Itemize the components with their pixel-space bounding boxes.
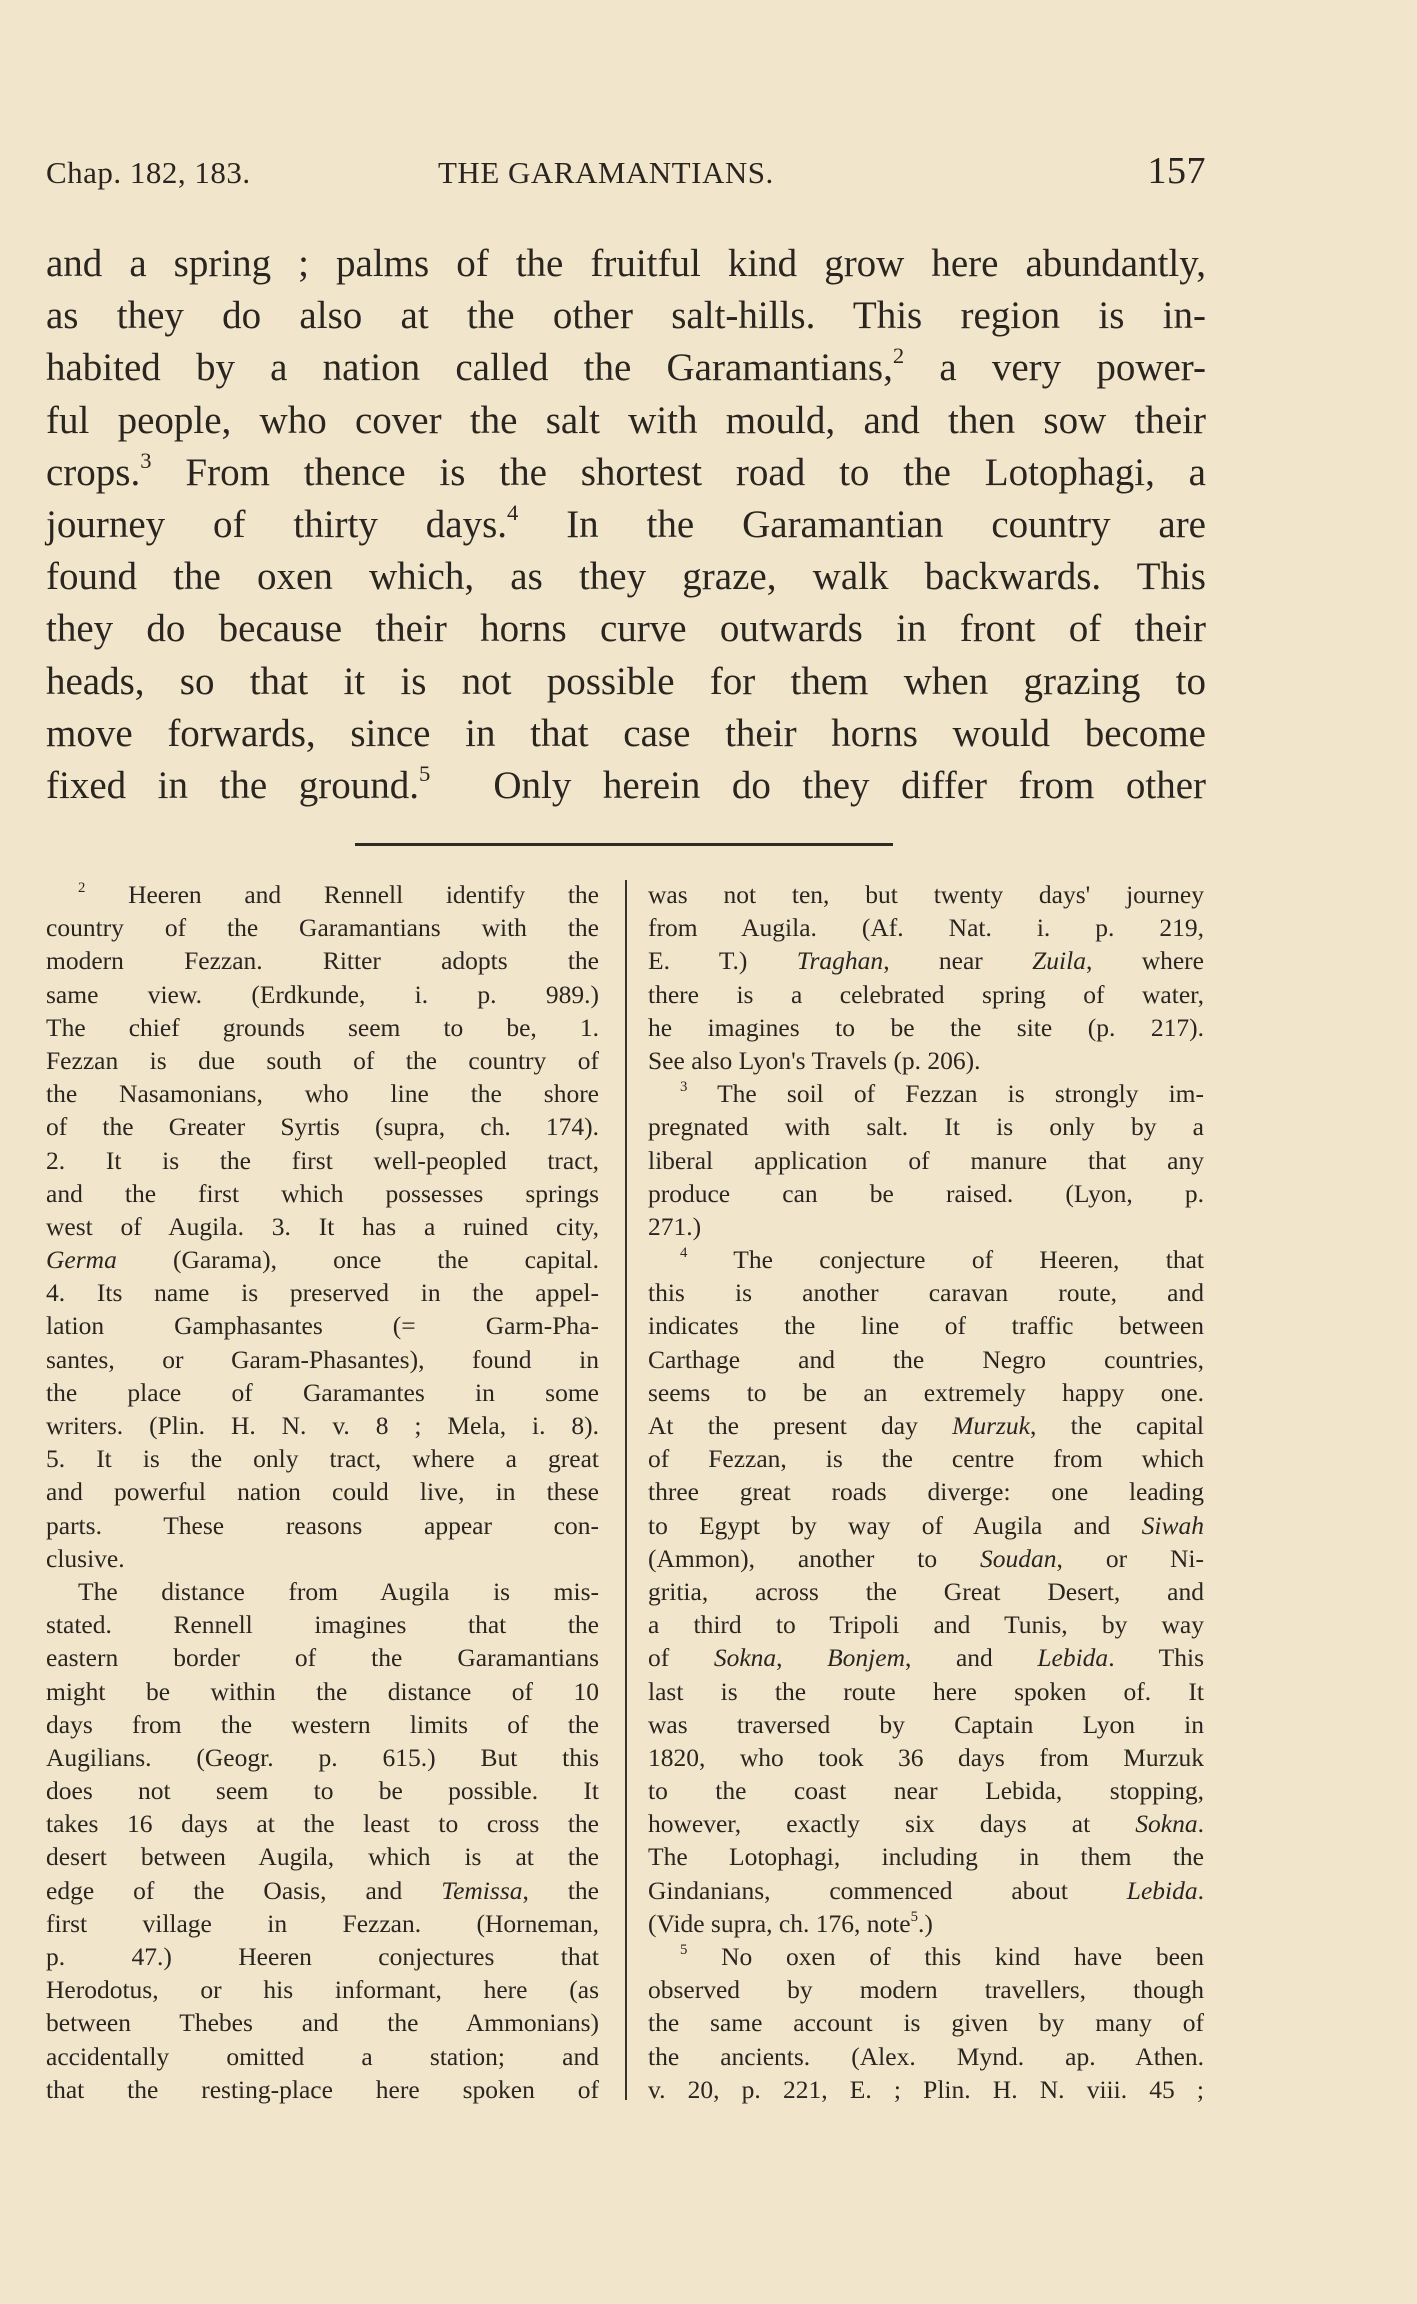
running-title: THE GARAMANTIANS. — [438, 155, 774, 190]
chapter-reference: Chap. 182, 183. — [46, 155, 251, 190]
footnote-line: of the Greater Syrtis (supra, ch. 174). — [46, 1112, 599, 1142]
text-line: as they do also at the other salt-hills. This region is in- — [46, 294, 1206, 338]
footnote-line: between Thebes and the Ammonians) — [46, 2008, 599, 2038]
footnote-line: The distance from Augila is mis- — [78, 1576, 599, 1606]
text-line: they do because their horns curve outwards in front of their — [46, 607, 1206, 651]
footnote-line: to the coast near Lebida, stopping, — [648, 1776, 1204, 1806]
footnote-line: days from the western limits of the — [46, 1709, 599, 1739]
footnote-line: country of the Garamantians with the — [46, 913, 599, 943]
footnote-line: $^2$ Heeren and Rennell identify the — [78, 879, 599, 909]
footnote-marker: 5 — [680, 1941, 688, 1958]
footnote-line: was traversed by Captain Lyon in — [648, 1709, 1204, 1739]
footnote-line: santes, or Garam-Phasantes), found in — [46, 1344, 599, 1374]
footnote-line: this is another caravan route, and — [648, 1278, 1204, 1308]
text-line: heads, so that it is not possible for them when grazing to — [46, 659, 1206, 703]
footnote-line: edge of the Oasis, and Temissa, the — [46, 1875, 599, 1905]
footnote-line: that the resting-place here spoken of — [46, 2074, 599, 2104]
footnote-line: (Vide supra, ch. 176, note$^5$.) — [648, 1908, 933, 1938]
footnote-line: accidentally omitted a station; and — [46, 2041, 599, 2071]
footnote-line: $^3$ The soil of Fezzan is strongly im- — [680, 1079, 1204, 1109]
footnote-line: Carthage and the Negro countries, — [648, 1344, 1204, 1374]
footnote-line: there is a celebrated spring of water, — [648, 979, 1204, 1009]
footnotes-left-column — [46, 878, 599, 2106]
footnote-line: writers. (Plin. H. N. v. 8 ; Mela, i. 8). — [46, 1411, 599, 1440]
footnote-line: p. 47.) Heeren conjectures that — [46, 1942, 599, 1972]
footnote-line: observed by modern travellers, though — [648, 1975, 1204, 2005]
footnote-line: last is the route here spoken of. It — [648, 1676, 1204, 1706]
footnote-line: west of Augila. 3. It has a ruined city, — [46, 1211, 599, 1241]
footnote-line: does not seem to be possible. It — [46, 1776, 599, 1806]
footnote-ref: 3 — [140, 447, 152, 473]
footnote-line: produce can be raised. (Lyon, p. — [648, 1178, 1204, 1208]
footnote-line: E. T.) Traghan, near Zuila, where — [648, 946, 1204, 976]
footnote-line: however, exactly six days at Sokna. — [648, 1809, 1204, 1839]
footnote-line: stated. Rennell imagines that the — [46, 1610, 599, 1640]
footnote-line: the place of Garamantes in some — [46, 1377, 599, 1407]
footnote-line: and the first which possesses springs — [46, 1178, 599, 1208]
text-line: ful people, who cover the salt with mould, and then sow their — [46, 398, 1206, 442]
column-divider — [625, 880, 627, 2100]
footnote-line: was not ten, but twenty days' journey — [648, 880, 1204, 909]
footnote-line: the same account is given by many of — [648, 2008, 1204, 2038]
footnote-line: the Nasamonians, who line the shore — [46, 1079, 599, 1109]
footnote-line: might be within the distance of 10 — [46, 1676, 599, 1706]
footnote-line: same view. (Erdkunde, i. p. 989.) — [46, 979, 599, 1009]
footnote-line: gritia, across the Great Desert, and — [648, 1576, 1204, 1606]
footnote-marker: 2 — [78, 879, 86, 896]
footnote-line: the ancients. (Alex. Mynd. ap. Athen. — [648, 2041, 1204, 2071]
footnote-line: seems to be an extremely happy one. — [648, 1377, 1204, 1407]
footnote-ref: 5 — [418, 761, 431, 787]
footnote-line: 4. Its name is preserved in the appel- — [46, 1278, 599, 1308]
footnote-line: Herodotus, or his informant, here (as — [46, 1975, 599, 2005]
footnote-line: (Ammon), another to Soudan, or Ni- — [648, 1543, 1204, 1573]
footnote-line: eastern border of the Garamantians — [46, 1643, 599, 1673]
footnote-line: of Fezzan, is the centre from which — [648, 1444, 1204, 1474]
footnote-line: desert between Augila, which is at the — [46, 1842, 599, 1872]
footnote-line: liberal application of manure that any — [648, 1145, 1204, 1175]
footnote-line: of Sokna, Bonjem, and Lebida. This — [648, 1643, 1205, 1673]
text-line: and a spring ; palms of the fruitful kind grow here abundantly, — [46, 242, 1206, 285]
footnote-line: first village in Fezzan. (Horneman, — [46, 1908, 599, 1938]
footnote-line: and powerful nation could live, in these — [46, 1477, 599, 1507]
text-line: found the oxen which, as they graze, walk backwards. This — [46, 555, 1206, 599]
footnote-line: lation Gamphasantes (= Garm-Pha- — [46, 1311, 599, 1341]
footnote-separator-rule — [355, 843, 893, 846]
footnote-line: modern Fezzan. Ritter adopts the — [46, 946, 599, 976]
footnote-line: 5. It is the only tract, where a great — [46, 1444, 599, 1474]
footnote-ref: 2 — [892, 343, 905, 369]
footnote-line: three great roads diverge: one leading — [648, 1477, 1204, 1507]
footnote-line: Gindanians, commenced about Lebida. — [648, 1875, 1204, 1905]
footnote-line: takes 16 days at the least to cross the — [46, 1809, 599, 1839]
text-line: habited by a nation called the Garamantians,$^2$ a very power- — [46, 343, 1206, 390]
footnote-line: Fezzan is due south of the country of — [46, 1045, 599, 1075]
text-line: crops.$^3$ From thence is the shortest road to the Lotophagi, a — [46, 447, 1206, 494]
footnote-line: to Egypt by way of Augila and Siwah — [648, 1510, 1204, 1540]
footnote-line: he imagines to be the site (p. 217). — [648, 1012, 1204, 1042]
footnote-line: indicates the line of traffic between — [648, 1311, 1204, 1341]
footnote-line: v. 20, p. 221, E. ; Plin. H. N. viii. 45 ; — [648, 2074, 1204, 2104]
text-line: fixed in the ground.$^5$ Only herein do they differ from other — [46, 761, 1207, 808]
footnote-line: from Augila. (Af. Nat. i. p. 219, — [648, 913, 1204, 943]
footnote-line: The Lotophagi, including in them the — [648, 1842, 1204, 1872]
text-line: move forwards, since in that case their horns would become — [46, 711, 1206, 755]
footnote-marker: 4 — [680, 1245, 688, 1262]
footnote-line: Augilians. (Geogr. p. 615.) But this — [46, 1742, 599, 1772]
footnote-line: 271.) — [648, 1211, 702, 1241]
footnote-marker: 3 — [680, 1079, 688, 1096]
footnote-line: At the present day Murzuk, the capital — [648, 1411, 1204, 1441]
footnote-ref: 4 — [507, 500, 519, 526]
footnote-line: $^4$ The conjecture of Heeren, that — [680, 1245, 1204, 1275]
footnote-line: Germa (Garama), once the capital. — [46, 1245, 599, 1275]
footnote-line: See also Lyon's Travels (p. 206). — [648, 1045, 981, 1075]
footnote-line: pregnated with salt. It is only by a — [648, 1112, 1204, 1142]
footnote-line: 2. It is the first well-peopled tract, — [46, 1145, 599, 1175]
footnotes-right-column — [648, 878, 1204, 2106]
footnote-line: The chief grounds seem to be, 1. — [46, 1012, 599, 1042]
footnote-line: $^5$ No oxen of this kind have been — [680, 1941, 1204, 1972]
footnote-line: 1820, who took 36 days from Murzuk — [648, 1742, 1204, 1772]
footnote-line: clusive. — [46, 1543, 125, 1573]
footnote-line: a third to Tripoli and Tunis, by way — [648, 1610, 1204, 1640]
text-line: journey of thirty days.$^4$ In the Garamantian country are — [46, 500, 1206, 547]
footnote-line: parts. These reasons appear con- — [46, 1510, 599, 1540]
main-text — [46, 238, 1206, 812]
page-number: 157 — [1147, 150, 1206, 192]
